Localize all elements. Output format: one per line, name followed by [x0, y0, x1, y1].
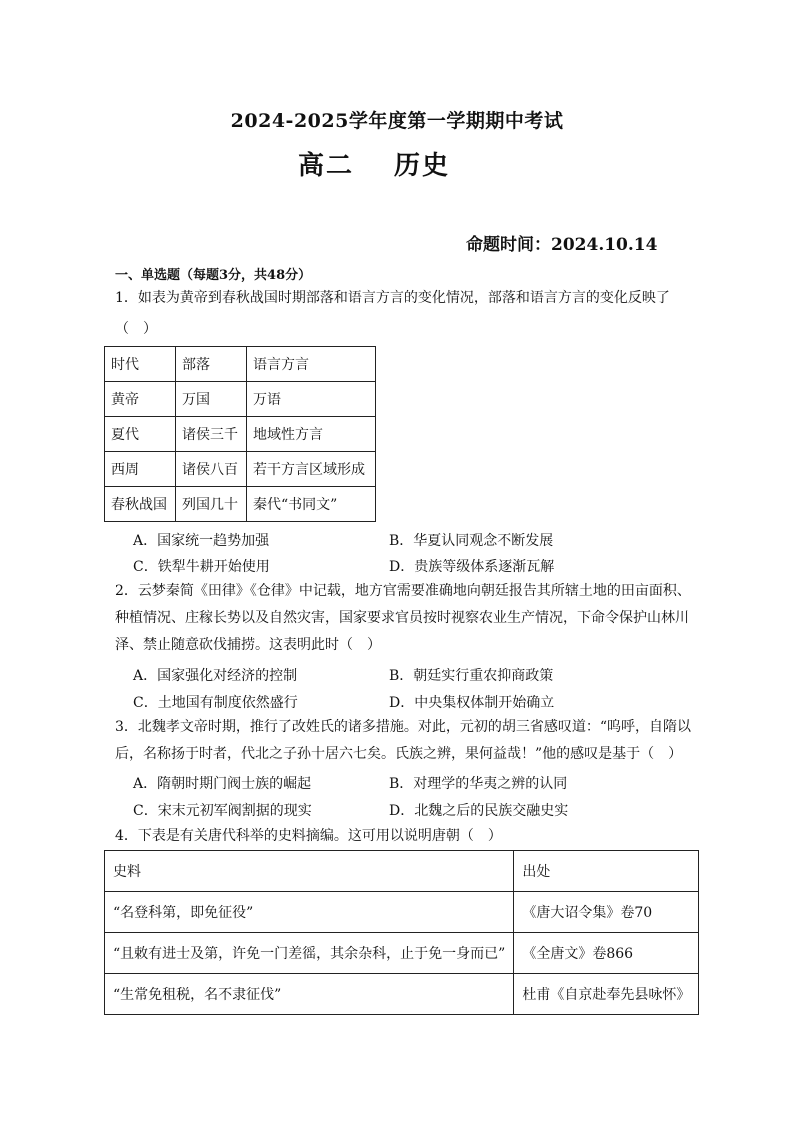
table-cell: 秦代“书同文” [247, 487, 376, 522]
q3-option-b: B．对理学的华夷之辨的认同 [389, 776, 568, 792]
date-line: 命题时间：2024.10.14 [466, 235, 658, 255]
table-cell: 夏代 [105, 417, 176, 452]
exam-title: 2024-2025学年度第一学期期中考试 [230, 110, 564, 132]
table-cell: 万国 [176, 382, 247, 417]
table-cell: 诸侯八百 [176, 452, 247, 487]
table-row [105, 892, 699, 933]
q4-stem: 4．下表是有关唐代科举的史料摘编。这可用以说明唐朝（ ） [115, 828, 502, 844]
table-header-cell: 语言方言 [247, 347, 376, 382]
q1-stem-line2: （ ） [115, 321, 157, 337]
q2-option-b: B．朝廷实行重农抑商政策 [389, 668, 554, 684]
q3-option-c: C．宋末元初军阀割据的现实 [133, 803, 312, 819]
q2-stem-line1: 2．云梦秦简《田律》《仓律》中记载，地方官需要准确地向朝廷报告其所辖土地的田亩面积、 [115, 583, 691, 599]
table-header-cell: 史料 [105, 851, 514, 892]
q1-option-a: A．国家统一趋势加强 [133, 533, 270, 549]
table-header-cell: 时代 [105, 347, 176, 382]
table-cell: 诸侯三千 [176, 417, 247, 452]
table-cell: 杜甫《自京赴奉先县咏怀》 [514, 974, 699, 1015]
table-header-row [105, 347, 376, 382]
q3-stem-line2: 后，名称扬于时者，代北之子孙十居六七矣。氏族之辨，果何益哉！”他的感叹是基于（ ） [115, 746, 683, 762]
table-row [105, 974, 699, 1015]
q1-stem-line1: 1．如表为黄帝到春秋战国时期部落和语言方言的变化情况，部落和语言方言的变化反映了 [115, 290, 670, 306]
table-row [105, 452, 376, 487]
table-cell: 西周 [105, 452, 176, 487]
table-cell: 春秋战国 [105, 487, 176, 522]
grade: 高二 [298, 151, 355, 181]
q3-option-d: D．北魏之后的民族交融史实 [389, 803, 569, 819]
table-cell: 万语 [247, 382, 376, 417]
table-row [105, 487, 376, 522]
table-cell: 《唐大诏令集》卷70 [514, 892, 699, 933]
q1-option-c: C．铁犁牛耕开始使用 [133, 559, 270, 575]
table-cell: 若干方言区域形成 [247, 452, 376, 487]
q2-option-a: A．国家强化对经济的控制 [133, 668, 298, 684]
table-cell: 《全唐文》卷866 [514, 933, 699, 974]
section-title: 一、单选题（每题3分，共48分） [115, 268, 312, 283]
q2-option-d: D．中央集权体制开始确立 [389, 695, 555, 711]
table-header-cell: 出处 [514, 851, 699, 892]
table-header-cell: 部落 [176, 347, 247, 382]
table-cell: “名登科第，即免征役” [105, 892, 514, 933]
q1-option-d: D．贵族等级体系逐渐瓦解 [389, 559, 555, 575]
q1-table [104, 346, 376, 522]
q3-stem-line1: 3．北魏孝文帝时期，推行了改姓氏的诸多措施。对此，元初的胡三省感叹道：“呜呼，自隋以 [115, 719, 692, 735]
q2-stem-line2: 种植情况、庄稼长势以及自然灾害，国家要求官员按时视察农业生产情况，下命令保护山林川 [115, 610, 689, 626]
grade-subject [298, 145, 450, 182]
q1-option-b: B．华夏认同观念不断发展 [389, 533, 554, 549]
q2-stem-line3: 泽、禁止随意砍伐捕捞。这表明此时（ ） [115, 637, 381, 653]
subject: 历史 [394, 151, 451, 181]
table-cell: “且敕有进士及第，许免一门差徭，其余杂科，止于免一身而已” [105, 933, 514, 974]
q3-option-a: A．隋朝时期门阀士族的崛起 [133, 776, 312, 792]
table-row [105, 382, 376, 417]
q2-option-c: C．土地国有制度依然盛行 [133, 695, 298, 711]
table-row [105, 417, 376, 452]
q4-table [104, 850, 699, 1015]
table-header-row [105, 851, 699, 892]
table-cell: 地域性方言 [247, 417, 376, 452]
table-cell: 列国几十 [176, 487, 247, 522]
table-cell: “生常免租税，名不隶征伐” [105, 974, 514, 1015]
table-cell: 黄帝 [105, 382, 176, 417]
table-row [105, 933, 699, 974]
